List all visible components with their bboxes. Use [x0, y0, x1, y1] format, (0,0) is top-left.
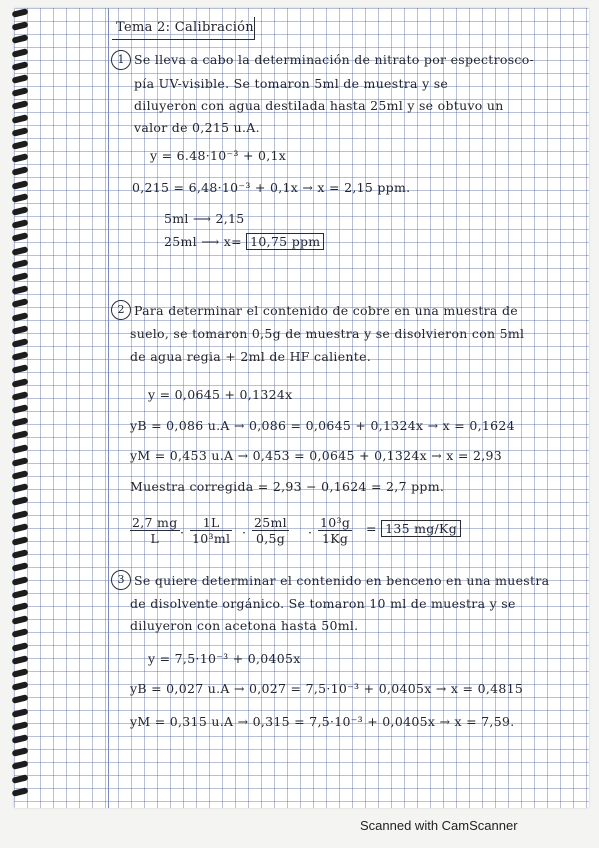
- title-text: Tema 2: Calibración: [116, 20, 254, 35]
- page-title: [112, 17, 255, 40]
- spiral-ring: [12, 259, 29, 269]
- spiral-ring: [12, 351, 29, 361]
- spiral-ring: [12, 668, 29, 678]
- spiral-ring: [12, 536, 29, 546]
- spiral-ring: [12, 695, 29, 705]
- spiral-ring: [12, 219, 29, 229]
- spiral-ring: [12, 338, 29, 348]
- spiral-ring: [12, 761, 29, 771]
- spiral-ring: [12, 153, 29, 163]
- spiral-ring: [12, 681, 29, 691]
- spiral-ring: [12, 299, 29, 309]
- spiral-ring: [12, 365, 29, 375]
- problem-1-dilution-1: 5ml ⟶ 2,15: [164, 211, 245, 226]
- spiral-ring: [12, 285, 29, 295]
- spiral-ring: [12, 272, 29, 282]
- spiral-ring: [12, 325, 29, 335]
- spiral-ring: [12, 787, 29, 797]
- problem-2-line: Para determinar el contenido de cobre en una muestra de: [134, 303, 518, 318]
- spiral-ring: [12, 246, 29, 256]
- fraction-4-denominator: 1Kg: [321, 531, 349, 546]
- spiral-ring: [12, 497, 29, 507]
- problem-3-number: 3: [111, 570, 131, 590]
- fraction-4-numerator: 10³g: [320, 515, 351, 530]
- problem-1-result: 10,75 ppm: [246, 233, 324, 250]
- problem-3-line: Se quiere determinar el contenido en benceno en una muestra: [134, 573, 550, 588]
- spiral-ring: [12, 101, 29, 111]
- problem-2-blank: yB = 0,086 u.A → 0,086 = 0,0645 + 0,1324x → x = 0,1624: [130, 418, 515, 433]
- spiral-ring: [12, 510, 29, 520]
- spiral-ring: [12, 140, 29, 150]
- spiral-ring: [12, 747, 29, 757]
- problem-2-line: suelo, se tomaron 0,5g de muestra y se disolvieron con 5ml: [130, 326, 525, 341]
- spiral-ring: [12, 734, 29, 744]
- problem-1-line: diluyeron con agua destilada hasta 25ml y se obtuvo un: [134, 98, 504, 113]
- spiral-ring: [12, 61, 29, 71]
- fraction-3-numerator: 25ml: [254, 515, 287, 530]
- spiral-ring: [12, 35, 29, 45]
- spiral-ring: [12, 470, 29, 480]
- problem-1-line: pía UV-visible. Se tomaron 5ml de muestra y se: [134, 76, 449, 91]
- problem-1-dilution-2: [164, 234, 324, 249]
- fraction-2: [190, 515, 232, 546]
- problem-3-line: diluyeron con acetona hasta 50ml.: [130, 618, 359, 633]
- fraction-1: [130, 515, 180, 546]
- spiral-ring: [12, 549, 29, 559]
- scanner-watermark: Scanned with CamScanner: [360, 818, 518, 833]
- spiral-ring: [12, 127, 29, 137]
- spiral-ring: [12, 774, 29, 784]
- problem-1-substitution: 0,215 = 6,48·10⁻³ + 0,1x → x = 2,15 ppm.: [132, 180, 411, 195]
- spiral-ring: [12, 417, 29, 427]
- fraction-2-denominator: 10³ml: [192, 531, 231, 546]
- spiral-ring: [12, 312, 29, 322]
- spiral-ring: [12, 457, 29, 467]
- conversion-result: = 135 mg/Kg: [366, 521, 461, 536]
- spiral-ring: [12, 233, 29, 243]
- spiral-ring: [12, 576, 29, 586]
- spiral-ring: [12, 523, 29, 533]
- spiral-ring: [12, 206, 29, 216]
- spiral-ring: [12, 87, 29, 97]
- fraction-3-denominator: 0,5g: [255, 531, 286, 546]
- problem-1-equation: y = 6.48·10⁻³ + 0,1x: [150, 148, 287, 163]
- problem-2-line: de agua regia + 2ml de HF caliente.: [130, 349, 372, 364]
- spiral-ring: [12, 48, 29, 58]
- problem-3-blank: yB = 0,027 u.A → 0,027 = 7,5·10⁻³ + 0,0405x → x = 0,4815: [130, 681, 524, 696]
- spiral-ring: [12, 629, 29, 639]
- problem-1-line: valor de 0,215 u.A.: [134, 120, 260, 135]
- spiral-ring: [12, 589, 29, 599]
- spiral-ring: [12, 180, 29, 190]
- fraction-1-numerator: 2,7 mg: [132, 515, 178, 530]
- problem-3-sample: yM = 0,315 u.A → 0,315 = 7,5·10⁻³ + 0,0405x → x = 7,59.: [130, 714, 515, 729]
- spiral-ring: [12, 74, 29, 84]
- problem-3-equation: y = 7,5·10⁻³ + 0,0405x: [148, 651, 301, 666]
- spiral-ring: [12, 167, 29, 177]
- problem-1-line: Se lleva a cabo la determinación de nitrato por espectrosco-: [134, 52, 535, 67]
- problem-2-result: 135 mg/Kg: [381, 520, 461, 537]
- problem-2-number: 2: [111, 300, 131, 320]
- spiral-ring: [12, 378, 29, 388]
- spiral-ring: [12, 8, 29, 18]
- fraction-3: [252, 515, 289, 546]
- spiral-ring: [12, 391, 29, 401]
- problem-2-equation: y = 0,0645 + 0,1324x: [148, 387, 293, 402]
- problem-3-line: de disolvente orgánico. Se tomaron 10 ml de muestra y se: [130, 596, 516, 611]
- problem-2-sample: yM = 0,453 u.A → 0,453 = 0,0645 + 0,1324x → x = 2,93: [130, 448, 502, 463]
- spiral-ring: [12, 721, 29, 731]
- spiral-ring: [12, 193, 29, 203]
- multiply-sign: ·: [308, 525, 313, 540]
- spiral-ring: [12, 602, 29, 612]
- spiral-ring: [12, 444, 29, 454]
- fraction-4: [318, 515, 352, 546]
- spiral-ring: [12, 483, 29, 493]
- problem-1-number: 1: [111, 50, 131, 70]
- multiply-sign: ·: [180, 525, 185, 540]
- spiral-ring: [12, 655, 29, 665]
- fraction-2-numerator: 1L: [190, 515, 232, 531]
- spiral-ring: [12, 615, 29, 625]
- spiral-ring: [12, 708, 29, 718]
- spiral-ring: [12, 642, 29, 652]
- multiply-sign: ·: [242, 525, 247, 540]
- spiral-ring: [12, 431, 29, 441]
- spiral-ring: [12, 21, 29, 31]
- fraction-1-denominator: L: [150, 531, 160, 546]
- problem-2-corrected: Muestra corregida = 2,93 − 0,1624 = 2,7 ppm.: [130, 479, 445, 494]
- spiral-ring: [12, 114, 29, 124]
- spiral-ring: [12, 563, 29, 573]
- dilution-2-prefix: 25ml ⟶ x=: [164, 234, 242, 249]
- margin-line: [108, 8, 109, 808]
- spiral-ring: [12, 404, 29, 414]
- spiral-binding: [0, 0, 30, 848]
